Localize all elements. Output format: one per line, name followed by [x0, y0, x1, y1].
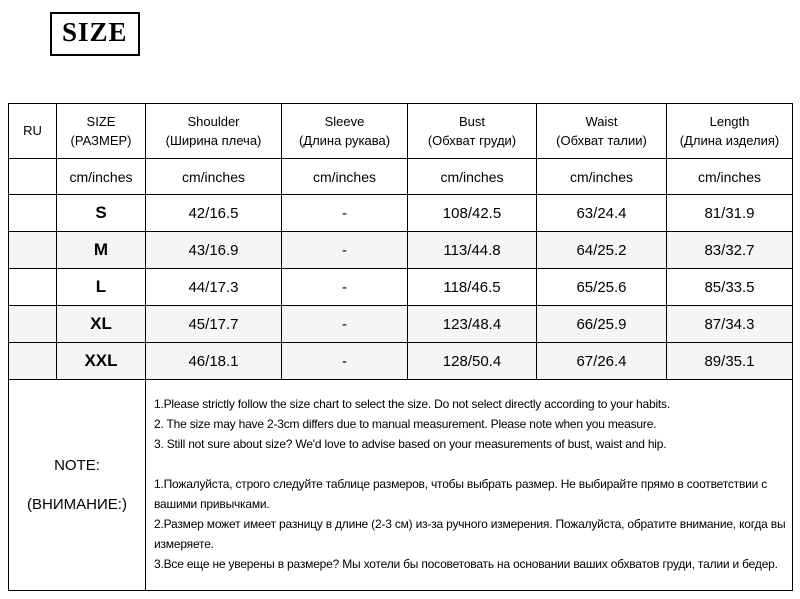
col-header-bust-en: Bust — [458, 113, 485, 129]
cell-ru — [9, 195, 57, 232]
note-row — [9, 380, 793, 591]
col-header-waist-en: Waist — [585, 113, 618, 129]
size-logo-label: SIZE — [62, 17, 128, 47]
col-header-size-en: SIZE — [86, 113, 116, 129]
note-line-en-1: 1.Please strictly follow the size chart to select the size. Do not select directly according to your habits. — [154, 397, 670, 411]
unit-cell-size: cm/inches — [57, 159, 146, 195]
size-row-m — [9, 232, 793, 269]
note-line-ru-3: 3.Все еще не уверены в размере? Мы хотели бы посоветовать на основании ваших обхватов груди, талии и бедер. — [154, 557, 778, 571]
cell-size: XXL — [57, 343, 146, 380]
cell-sleeve: - — [282, 343, 408, 380]
col-header-bust — [408, 104, 537, 159]
cell-bust: 113/44.8 — [408, 232, 537, 269]
note-text-cell — [146, 380, 793, 591]
cell-shoulder: 46/18.1 — [146, 343, 282, 380]
note-label-cell — [9, 380, 146, 591]
cell-sleeve: - — [282, 232, 408, 269]
cell-length: 81/31.9 — [667, 195, 793, 232]
size-row-xl — [9, 306, 793, 343]
unit-cell-length: cm/inches — [667, 159, 793, 195]
unit-cell-sleeve: cm/inches — [282, 159, 408, 195]
cell-sleeve: - — [282, 306, 408, 343]
cell-waist: 67/26.4 — [537, 343, 667, 380]
col-header-length-en: Length — [709, 113, 750, 129]
cell-waist: 65/25.6 — [537, 269, 667, 306]
cell-shoulder: 42/16.5 — [146, 195, 282, 232]
col-header-size-ru: (РАЗМЕР) — [70, 133, 132, 148]
cell-shoulder: 45/17.7 — [146, 306, 282, 343]
unit-cell-ru — [9, 159, 57, 195]
cell-ru — [9, 232, 57, 269]
cell-sleeve: - — [282, 269, 408, 306]
note-line-en-3: 3. Still not sure about size? We'd love to advise based on your measurements of bust, waist and hip. — [154, 437, 667, 451]
cell-ru — [9, 343, 57, 380]
cell-waist: 63/24.4 — [537, 195, 667, 232]
size-row-xxl — [9, 343, 793, 380]
col-header-waist — [537, 104, 667, 159]
note-line-ru-2: 2.Размер может имеет разницу в длине (2-3 см) из-за ручного измерения. Пожалуйста, обратите внимание, когда вы измеряете. — [154, 517, 786, 551]
size-logo — [50, 12, 140, 56]
note-block-ru — [154, 474, 786, 574]
cell-ru — [9, 306, 57, 343]
cell-waist: 66/25.9 — [537, 306, 667, 343]
note-block-en — [154, 394, 786, 454]
note-line-ru-1: 1.Пожалуйста, строго следуйте таблице размеров, чтобы выбрать размер. Не выбирайте прямо в соответствии с вашими привычками. — [154, 477, 768, 511]
unit-cell-bust: cm/inches — [408, 159, 537, 195]
units-row — [9, 159, 793, 195]
cell-size: L — [57, 269, 146, 306]
col-header-ru: RU — [9, 104, 57, 159]
cell-size: XL — [57, 306, 146, 343]
cell-bust: 123/48.4 — [408, 306, 537, 343]
size-row-l — [9, 269, 793, 306]
col-header-shoulder — [146, 104, 282, 159]
cell-sleeve: - — [282, 195, 408, 232]
cell-bust: 108/42.5 — [408, 195, 537, 232]
col-header-shoulder-en: Shoulder — [187, 113, 240, 129]
cell-bust: 128/50.4 — [408, 343, 537, 380]
cell-size: S — [57, 195, 146, 232]
cell-shoulder: 44/17.3 — [146, 269, 282, 306]
note-line-en-2: 2. The size may have 2-3cm differs due to manual measurement. Please note when you measure. — [154, 417, 657, 431]
col-header-waist-ru: (Обхват талии) — [556, 133, 647, 148]
unit-cell-shoulder: cm/inches — [146, 159, 282, 195]
cell-bust: 118/46.5 — [408, 269, 537, 306]
cell-length: 85/33.5 — [667, 269, 793, 306]
table-header-row — [9, 104, 793, 159]
cell-shoulder: 43/16.9 — [146, 232, 282, 269]
unit-cell-waist: cm/inches — [537, 159, 667, 195]
cell-size: M — [57, 232, 146, 269]
note-label-ru: (ВНИМАНИЕ:) — [27, 496, 127, 513]
col-header-length — [667, 104, 793, 159]
col-header-sleeve-en: Sleeve — [324, 113, 365, 129]
note-label-en: NOTE: — [54, 457, 100, 474]
col-header-shoulder-ru: (Ширина плеча) — [165, 133, 262, 148]
size-row-s — [9, 195, 793, 232]
cell-length: 87/34.3 — [667, 306, 793, 343]
col-header-sleeve — [282, 104, 408, 159]
cell-ru — [9, 269, 57, 306]
col-header-sleeve-ru: (Длина рукава) — [298, 133, 391, 148]
col-header-bust-ru: (Обхват груди) — [427, 133, 517, 148]
cell-waist: 64/25.2 — [537, 232, 667, 269]
col-header-size — [57, 104, 146, 159]
size-table — [8, 103, 793, 591]
col-header-length-ru: (Длина изделия) — [679, 133, 780, 148]
cell-length: 89/35.1 — [667, 343, 793, 380]
cell-length: 83/32.7 — [667, 232, 793, 269]
